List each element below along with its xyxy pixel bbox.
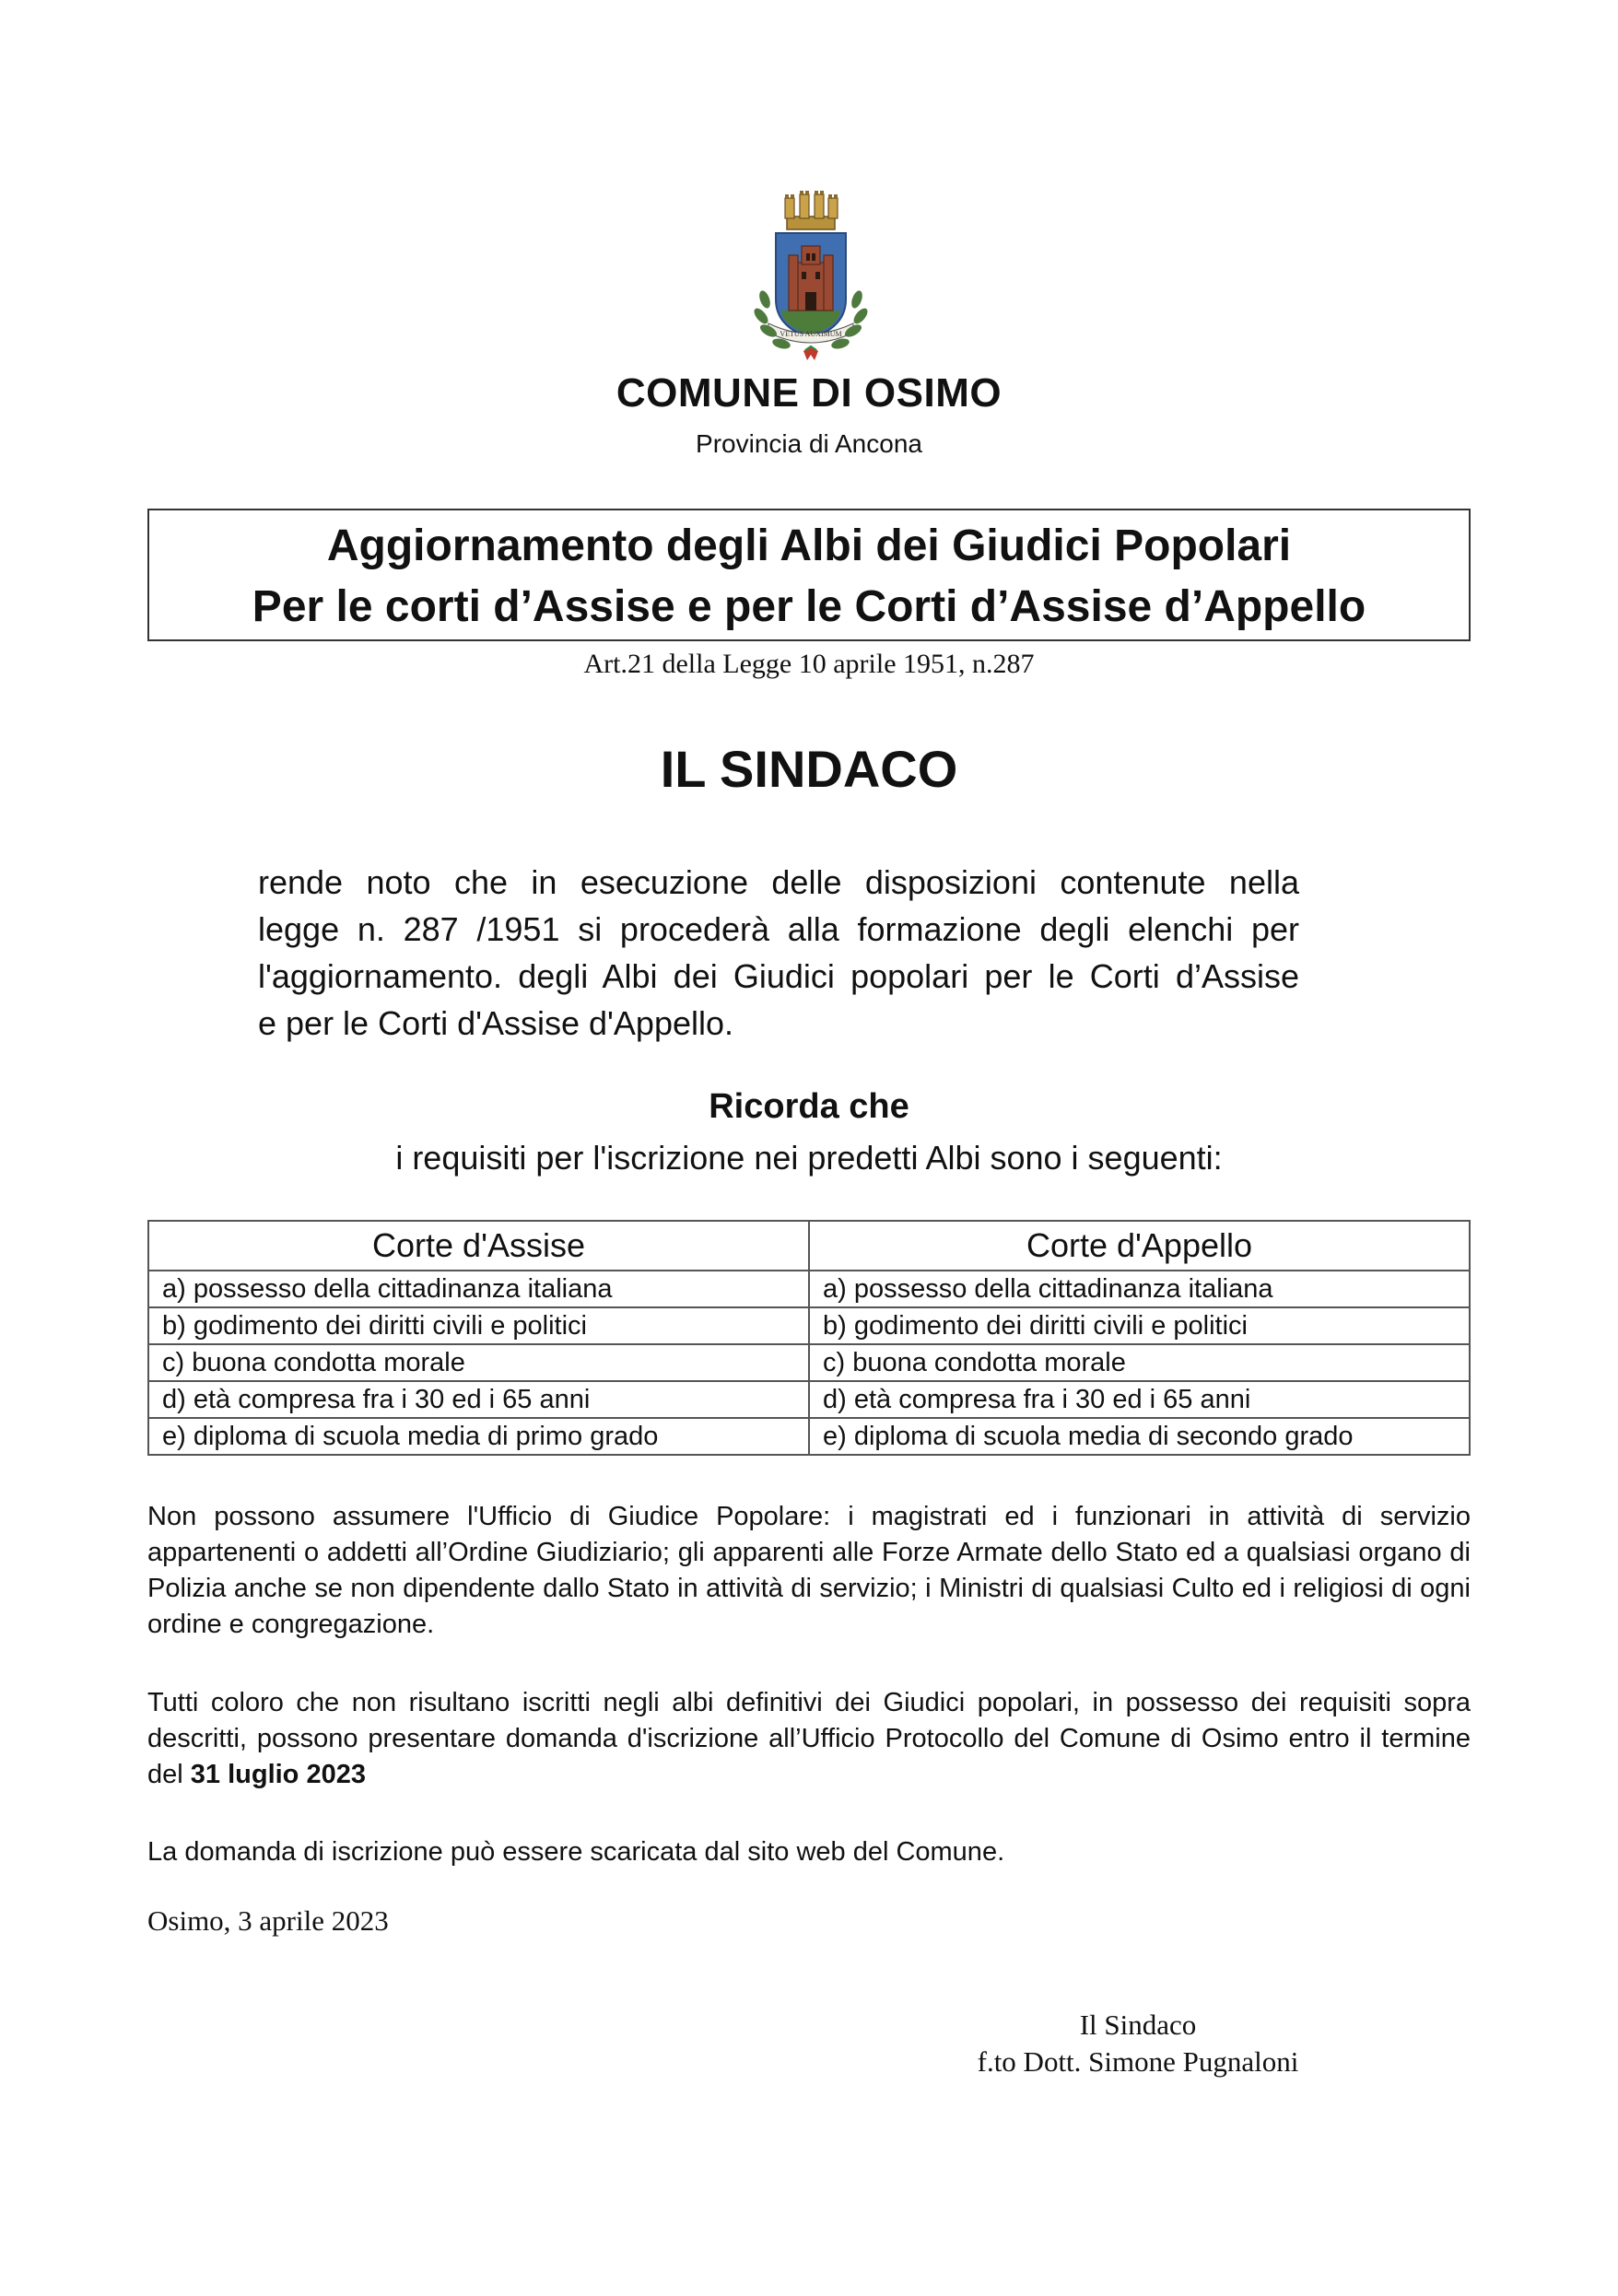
intro-line: rende noto che in esecuzione delle disposizioni contenute nella [258, 863, 1299, 901]
table-cell: c) buona condotta morale [148, 1344, 809, 1381]
intro-paragraph [258, 859, 1299, 1047]
table-row [148, 1381, 1470, 1418]
application-paragraph [147, 1685, 1471, 1793]
intro-line: legge n. 287 /1951 si procederà alla formazione degli elenchi per [258, 910, 1299, 948]
table-row [148, 1344, 1470, 1381]
notice-title-line-1: Aggiornamento degli Albi dei Giudici Popolari [326, 521, 1292, 570]
requirements-table [147, 1220, 1471, 1456]
column-header-corte-appello: Corte d'Appello [809, 1221, 1470, 1271]
comune-title: COMUNE DI OSIMO [616, 370, 1002, 416]
table-row [148, 1271, 1470, 1307]
column-header-corte-assise: Corte d'Assise [148, 1221, 809, 1271]
notice-title-box [147, 509, 1471, 641]
table-cell: b) godimento dei diritti civili e politici [809, 1307, 1470, 1344]
ricorda-heading: Ricorda che [709, 1087, 909, 1126]
table-row [148, 1307, 1470, 1344]
application-text: Tutti coloro che non risultano iscritti negli albi definitivi dei Giudici popolari, in possesso dei requisiti sopra descritti, possono presentare domanda d'iscrizione all’Ufficio Protocollo del Comune di Osimo entro il termine del [147, 1688, 1471, 1789]
crest-motto: VETUS AUXIMUM [780, 330, 842, 338]
table-cell: b) godimento dei diritti civili e politici [148, 1307, 809, 1344]
table-cell: d) età compresa fra i 30 ed i 65 anni [809, 1381, 1470, 1418]
table-cell: a) possesso della cittadinanza italiana [148, 1271, 809, 1307]
table-cell: a) possesso della cittadinanza italiana [809, 1271, 1470, 1307]
law-reference: Art.21 della Legge 10 aprile 1951, n.287 [583, 649, 1035, 679]
table-cell: e) diploma di scuola media di primo grado [148, 1418, 809, 1455]
sindaco-heading: IL SINDACO [660, 740, 958, 798]
exclusions-paragraph: Non possono assumere l'Ufficio di Giudice Popolare: i magistrati ed i funzionari in attività di servizio appartenenti o addetti all’Ordine Giudiziario; gli apparenti alle Forze Armate dello Stato ed a qualsiasi organo di Polizia anche se non dipendente dallo Stato in attività di servizio; i Ministri di qualsiasi Culto ed i religiosi di ogni ordine e congregazione. [147, 1502, 1471, 1639]
tricolor-bow-icon [803, 346, 818, 360]
provincia-label: Provincia di Ancona [696, 429, 922, 458]
application-deadline: 31 luglio 2023 [190, 1760, 366, 1789]
intro-line: e per le Corti d'Assise d'Appello. [258, 1004, 734, 1042]
table-row [148, 1418, 1470, 1455]
intro-line: l'aggiornamento. degli Albi dei Giudici popolari per le Corti d’Assise [258, 957, 1299, 995]
notice-title-line-2: Per le corti d’Assise e per le Corti d’Assise d’Appello [252, 582, 1366, 631]
date-place: Osimo, 3 aprile 2023 [147, 1904, 389, 1937]
table-cell: c) buona condotta morale [809, 1344, 1470, 1381]
shield-icon [776, 233, 846, 338]
comune-crest-icon [748, 189, 873, 362]
crown-icon [785, 191, 838, 229]
table-header-row [148, 1221, 1470, 1271]
table-cell: d) età compresa fra i 30 ed i 65 anni [148, 1381, 809, 1418]
requisiti-subheading: i requisiti per l'iscrizione nei predetti Albi sono i seguenti: [395, 1139, 1223, 1177]
signature-name: f.to Dott. Simone Pugnaloni [977, 2045, 1299, 2078]
download-note: La domanda di iscrizione può essere scaricata dal sito web del Comune. [147, 1837, 1005, 1867]
signature-title: Il Sindaco [1079, 2009, 1197, 2041]
table-cell: e) diploma di scuola media di secondo grado [809, 1418, 1470, 1455]
